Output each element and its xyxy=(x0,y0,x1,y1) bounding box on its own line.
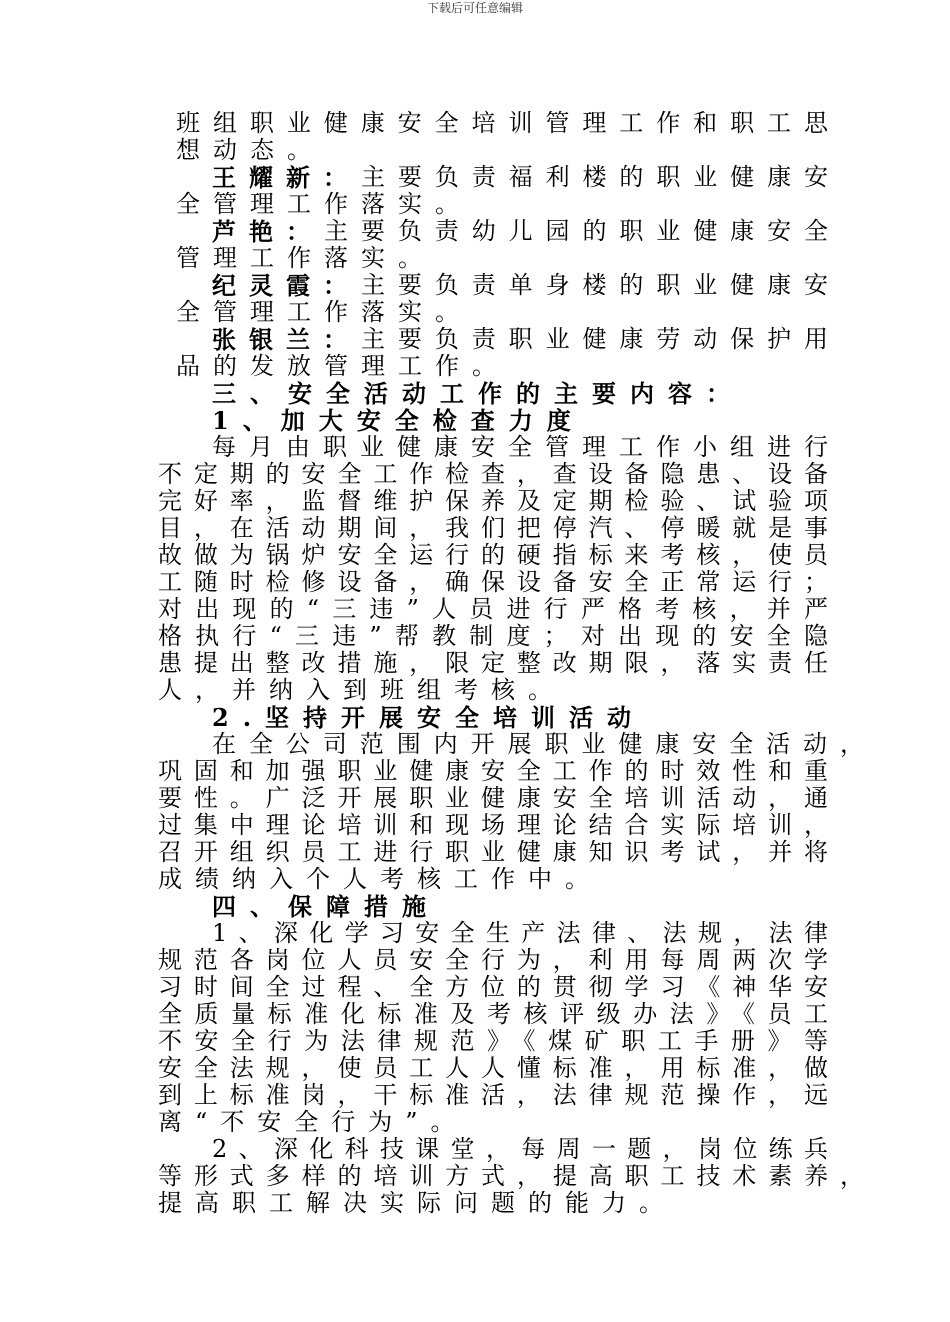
text-line: 巩固和加强职业健康安全工作的时效性和重 xyxy=(158,757,828,785)
person-name: 纪灵霞： xyxy=(212,271,360,300)
text-line: 班组职业健康安全培训管理工作和职工思 xyxy=(176,109,828,137)
person-name: 王耀新： xyxy=(212,163,360,192)
text-line: 格执行“三违”帮教制度；对出现的安全隐 xyxy=(158,622,828,650)
text-line: 等形式多样的培训方式，提高职工技术素养， xyxy=(158,1162,864,1190)
text-line: 不安全行为法律规范》《煤矿职工手册》等 xyxy=(158,1027,828,1055)
text-line: 过集中理论培训和现场理论结合实际培训， xyxy=(158,811,828,839)
text-line: 目，在活动期间，我们把停汽、停暖就是事 xyxy=(158,514,828,542)
text-line: 每月由职业健康安全管理工作小组进行 xyxy=(212,433,828,461)
text-line: 规范各岗位人员安全行为，利用每周两次学 xyxy=(158,946,828,974)
person-name: 张银兰： xyxy=(212,325,360,354)
text-line: 完好率，监督维护保养及定期检验、试验项 xyxy=(158,487,828,515)
text-line: 召开组织员工进行职业健康知识考试，并将 xyxy=(158,838,828,866)
section-heading: 三、安全活动工作的主要内容： xyxy=(212,379,744,408)
text-line: 2、深化科技课堂，每周一题，岗位练兵 xyxy=(212,1135,828,1163)
person-name: 芦艳： xyxy=(212,217,323,246)
text-line: 提高职工解决实际问题的能力。 xyxy=(158,1189,676,1217)
text-line: 全管理工作落实。 xyxy=(176,298,472,326)
text-line: 1、深化学习安全生产法律、法规，法律 xyxy=(212,919,828,947)
text-line: 品的发放管理工作。 xyxy=(176,352,509,380)
text-line: 管理工作落实。 xyxy=(176,244,435,272)
text-line: 安全法规，使员工人人懂标准，用标准，做 xyxy=(158,1054,828,1082)
page-header: 下载后可任意编辑 xyxy=(426,1,523,15)
text-line: 主要负责福利楼的职业健康安 xyxy=(361,163,828,191)
text-line: 人，并纳入到班组考核。 xyxy=(158,676,565,704)
text-line: 不定期的安全工作检查，查设备隐患、设备 xyxy=(158,460,828,488)
text-line: 想动态。 xyxy=(176,136,324,164)
text-line: 全质量标准化标准及考核评级办法》《员工 xyxy=(158,1000,828,1028)
text-line: 到上标准岗，干标准活，法律规范操作，远 xyxy=(158,1081,828,1109)
text-line: 全管理工作落实。 xyxy=(176,190,472,218)
text-line: 工随时检修设备，确保设备安全正常运行； xyxy=(158,568,828,596)
text-line: 在全公司范围内开展职业健康安全活动， xyxy=(212,730,864,758)
subsection-heading: 2.坚持开展安全培训活动 xyxy=(212,703,646,732)
text-line: 要性。广泛开展职业健康安全培训活动，通 xyxy=(158,784,828,812)
text-line: 对出现的“三违”人员进行严格考核，并严 xyxy=(158,595,828,623)
text-line: 成绩纳入个人考核工作中。 xyxy=(158,865,602,893)
text-line: 主要负责职业健康劳动保护用 xyxy=(361,325,828,353)
text-line: 习时间全过程、全方位的贯彻学习《神华安 xyxy=(158,973,828,1001)
text-line: 主要负责幼儿园的职业健康安全 xyxy=(324,217,828,245)
section-heading: 四、保障措施 xyxy=(212,892,440,921)
text-line: 主要负责单身楼的职业健康安 xyxy=(361,271,828,299)
text-line: 离“不安全行为”。 xyxy=(158,1108,468,1136)
subsection-heading: 1、加大安全检查力度 xyxy=(212,406,585,435)
text-line: 故做为锅炉安全运行的硬指标来考核，使员 xyxy=(158,541,828,569)
text-line: 患提出整改措施，限定整改期限，落实责任 xyxy=(158,649,828,677)
